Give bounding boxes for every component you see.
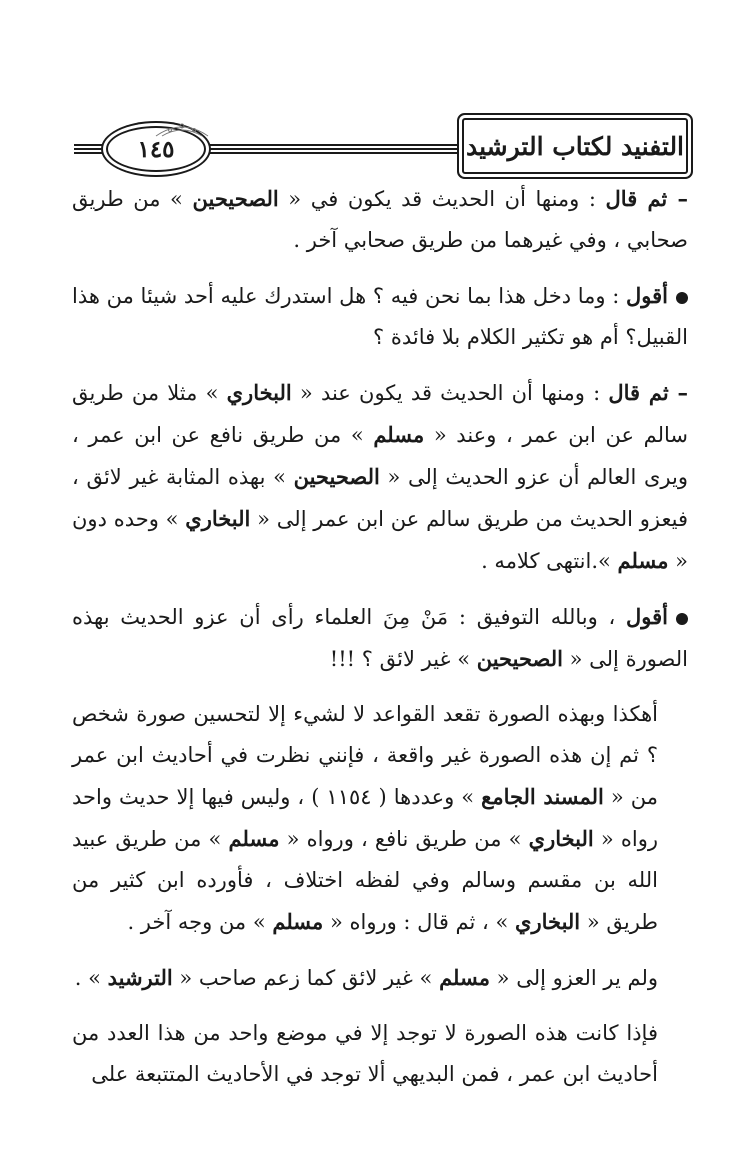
bold-term: البخاري bbox=[528, 826, 594, 851]
text-span: » وحده دون « bbox=[72, 507, 688, 573]
paragraph-3 bbox=[72, 372, 688, 582]
bullet-icon bbox=[676, 292, 688, 304]
speaker-label: أقول bbox=[626, 604, 668, 629]
paragraph-2 bbox=[72, 275, 688, 358]
bold-term: مسلم bbox=[228, 826, 280, 851]
text-span: : ومنها أن الحديث قد يكون عند « bbox=[291, 381, 609, 405]
text-span: » من طريق نافع ، ورواه « bbox=[279, 827, 529, 851]
bold-term: الصحيحين bbox=[293, 464, 380, 489]
text-span: » من طريق صحابي ، وفي غيرهما من طريق صحابي آخر . bbox=[72, 187, 688, 252]
book-title-frame bbox=[462, 118, 688, 174]
bold-term: الترشيد bbox=[107, 965, 173, 990]
text-span: » . bbox=[74, 966, 108, 990]
text-span: » غير لائق ؟ !!! bbox=[329, 647, 477, 671]
paragraph-7 bbox=[72, 1013, 688, 1095]
text-span: » وعددها ( ١١٥٤ ) ، وليس فيها إلا حديث واحد رواه « bbox=[72, 785, 658, 851]
paragraph-6 bbox=[72, 957, 688, 999]
text-span: ».انتهى كلامه . bbox=[481, 549, 618, 573]
text-span: » غير لائق كما زعم صاحب « bbox=[172, 966, 440, 990]
text-span: : وما دخل هذا بما نحن فيه ؟ هل استدرك عليه أحد شيئا من هذا القبيل؟ أم هو تكثير الكلام بلا فائدة ؟ bbox=[72, 284, 688, 349]
speaker-label: – ثم قال bbox=[605, 186, 688, 211]
bullet-icon bbox=[676, 613, 688, 625]
speaker-label: أقول bbox=[626, 283, 668, 308]
text-span: » بهذه المثابة غير لائق ، فيعزو الحديث من طريق سالم عن ابن عمر إلى « bbox=[72, 465, 688, 531]
bold-term: مسلم bbox=[272, 909, 324, 934]
text-span: » مثلا من طريق سالم عن ابن عمر ، وعند « bbox=[72, 381, 688, 447]
bold-term: مسلم bbox=[617, 548, 669, 573]
text-span: » من طريق عبيد الله بن مقسم وسالم وفي لفظه اختلاف ، فأورده ابن كثير من طريق « bbox=[72, 827, 658, 934]
text-span: » ، ثم قال : ورواه « bbox=[323, 910, 516, 934]
bold-term: الصحيحين bbox=[476, 646, 563, 671]
bold-term: المسند الجامع bbox=[481, 784, 604, 809]
bold-term: البخاري bbox=[226, 380, 292, 405]
bold-term: مسلم bbox=[373, 422, 425, 447]
bold-term: البخاري bbox=[515, 909, 581, 934]
text-span: : ومنها أن الحديث قد يكون في « bbox=[278, 187, 606, 211]
bold-term: الصحيحين bbox=[192, 186, 279, 211]
page-header bbox=[74, 112, 688, 174]
text-span: ولم ير العزو إلى « bbox=[490, 966, 658, 990]
book-title: التفنيد لكتاب الترشيد bbox=[466, 131, 685, 161]
speaker-label: – ثم قال bbox=[608, 380, 688, 405]
text-span: أهكذا وبهذه الصورة تقعد القواعد لا لشيء إلا لتحسين صورة شخص ؟ ثم إن هذه الصورة غير واقعة ، فإنني نظرت في أحاديث ابن عمر من « bbox=[72, 702, 658, 809]
text-span: ، وبالله التوفيق : مَنْ مِنَ العلماء رأى أن عزو الحديث بهذه الصورة إلى « bbox=[72, 605, 688, 671]
text-span: » من طريق نافع عن ابن عمر ، ويرى العالم أن عزو الحديث إلى « bbox=[72, 423, 688, 489]
page-body bbox=[72, 178, 688, 1095]
text-span: » من وجه آخر . bbox=[127, 910, 273, 934]
bold-term: البخاري bbox=[185, 506, 251, 531]
paragraph-1 bbox=[72, 178, 688, 261]
page-number: ١٤٥ bbox=[137, 135, 175, 163]
text-span: فإذا كانت هذه الصورة لا توجد إلا في موضع واحد من هذا العدد من أحاديث ابن عمر ، فمن البديهي ألا توجد في الأحاديث المتتبعة على bbox=[72, 1021, 658, 1086]
paragraph-5 bbox=[72, 694, 688, 943]
page-number-frame bbox=[106, 126, 206, 172]
paragraph-4 bbox=[72, 596, 688, 680]
bold-term: مسلم bbox=[439, 965, 490, 990]
